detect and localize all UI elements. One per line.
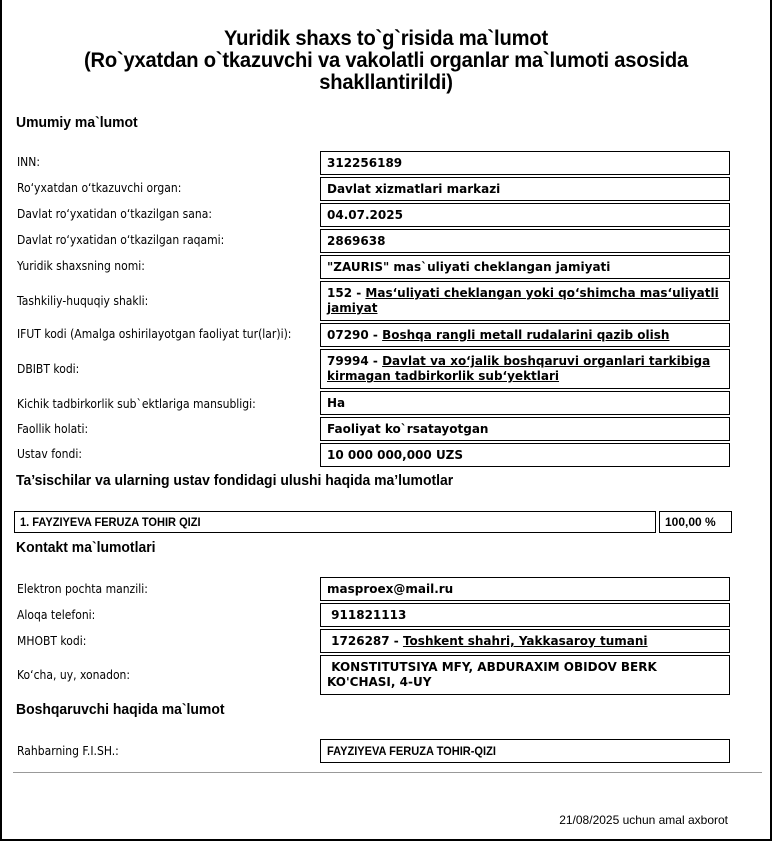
footer-validity-note: 21/08/2025 uchun amal axborot <box>559 813 728 827</box>
label-phone: Aloqa telefoni: <box>17 608 96 622</box>
label-email: Elektron pochta manzili: <box>17 582 148 596</box>
legal-form-sep: - <box>352 286 366 300</box>
value-entity-name-text: "ZAURIS" mas`uliyati cheklangan jamiyati <box>327 259 611 274</box>
value-charter-capital <box>320 443 730 467</box>
label-manager-name: Rahbarning F.I.SH.: <box>17 744 119 758</box>
founder-name-text: 1. FAYZIYEVA FERUZA TOHIR QIZI <box>20 515 201 529</box>
value-street-address <box>320 655 730 695</box>
value-small-business-text: Ha <box>327 395 346 410</box>
label-charter-capital: Ustav fondi: <box>17 447 82 461</box>
value-registration-number-text: 2869638 <box>327 233 386 248</box>
value-email-text[interactable]: masproex@mail.ru <box>327 581 454 596</box>
footer-divider <box>13 772 762 773</box>
section-heading-general: Umumiy ma`lumot <box>16 114 138 131</box>
value-email <box>320 577 730 601</box>
value-activity-status-text: Faoliyat ko`rsatayotgan <box>327 421 489 436</box>
value-registration-organ-text: Davlat xizmatlari markazi <box>327 181 501 196</box>
value-phone <box>320 603 730 627</box>
value-inn <box>320 151 730 175</box>
label-registration-organ: Ro‘yxatdan o‘tkazuvchi organ: <box>17 181 182 195</box>
mhobt-code: 1726287 <box>327 633 390 648</box>
founder-share <box>659 511 732 533</box>
value-mhobt-code <box>320 629 730 653</box>
value-street-address-text: KONSTITUTSIYA MFY, ABDURAXIM OBIDOV BERK KO'CHASI, 4-UY <box>327 660 661 689</box>
label-ifut-code: IFUT kodi (Amalga oshirilayotgan faoliyat tur(lar)i): <box>17 327 292 341</box>
label-registration-number: Davlat ro‘yxatidan o‘tkazilgan raqami: <box>17 233 225 247</box>
value-phone-text: 911821113 <box>327 607 407 622</box>
value-registration-number <box>320 229 730 253</box>
founder-name <box>14 511 656 533</box>
value-dbibt-code <box>320 349 730 389</box>
mhobt-link[interactable]: Toshkent shahri, Yakkasaroy tumani <box>402 633 648 648</box>
ifut-code: 07290 <box>327 327 369 342</box>
value-ifut-code <box>320 323 730 347</box>
dbibt-sep: - <box>368 354 383 368</box>
label-street-address: Ko‘cha, uy, xonadon: <box>17 668 131 682</box>
label-legal-form: Tashkiliy-huquqiy shakli: <box>17 294 149 308</box>
value-activity-status <box>320 417 730 441</box>
legal-form-code: 152 <box>327 286 353 300</box>
title-line-1: Yuridik shaxs to`g`risida ma`lumot <box>224 27 548 50</box>
ifut-link[interactable]: Boshqa rangli metall rudalarini qazib olish <box>382 327 670 342</box>
title-line-3: shakllantirildi) <box>319 71 453 94</box>
value-registration-date-text: 04.07.2025 <box>327 207 403 222</box>
ifut-sep: - <box>368 327 383 342</box>
label-mhobt-code: MHOBT kodi: <box>17 634 87 648</box>
mhobt-sep: - <box>389 633 403 648</box>
label-entity-name: Yuridik shaxsning nomi: <box>17 259 145 273</box>
value-registration-date <box>320 203 730 227</box>
label-registration-date: Davlat ro‘yxatidan o‘tkazilgan sana: <box>17 207 212 221</box>
label-inn: INN: <box>17 155 40 169</box>
value-legal-form <box>320 281 730 321</box>
title-line-2: (Ro`yxatdan o`tkazuvchi va vakolatli organlar ma`lumoti asosida <box>83 49 689 72</box>
document-title <box>17 28 754 94</box>
value-manager-name-text: FAYZIYEVA FERUZA TOHIR-QIZI <box>327 743 496 758</box>
section-heading-founders: Ta’sischilar va ularning ustav fondidagi ulushi haqida ma’lumotlar <box>16 472 454 489</box>
dbibt-code: 79994 <box>327 354 369 368</box>
founder-share-text: 100,00 % <box>665 515 716 529</box>
value-entity-name <box>320 255 730 279</box>
value-manager-name <box>320 739 730 763</box>
value-small-business <box>320 391 730 415</box>
label-small-business: Kichik tadbirkorlik sub`ektlariga mansubligi: <box>17 397 256 411</box>
section-heading-manager: Boshqaruvchi haqida ma`lumot <box>16 701 225 718</box>
value-registration-organ <box>320 177 730 201</box>
value-charter-capital-text: 10 000 000,000 UZS <box>327 447 464 462</box>
legal-form-link[interactable]: Mas‘uliyati cheklangan yoki qo‘shimcha mas‘uliyatli jamiyat <box>327 286 719 315</box>
value-inn-text: 312256189 <box>327 155 403 170</box>
label-dbibt-code: DBIBT kodi: <box>17 362 80 376</box>
label-activity-status: Faollik holati: <box>17 422 89 436</box>
section-heading-contact: Kontakt ma`lumotlari <box>16 539 156 556</box>
dbibt-link[interactable]: Davlat va xo‘jalik boshqaruvi organlari tarkibiga kirmagan tadbirkorlik sub‘yektlari <box>327 354 711 383</box>
